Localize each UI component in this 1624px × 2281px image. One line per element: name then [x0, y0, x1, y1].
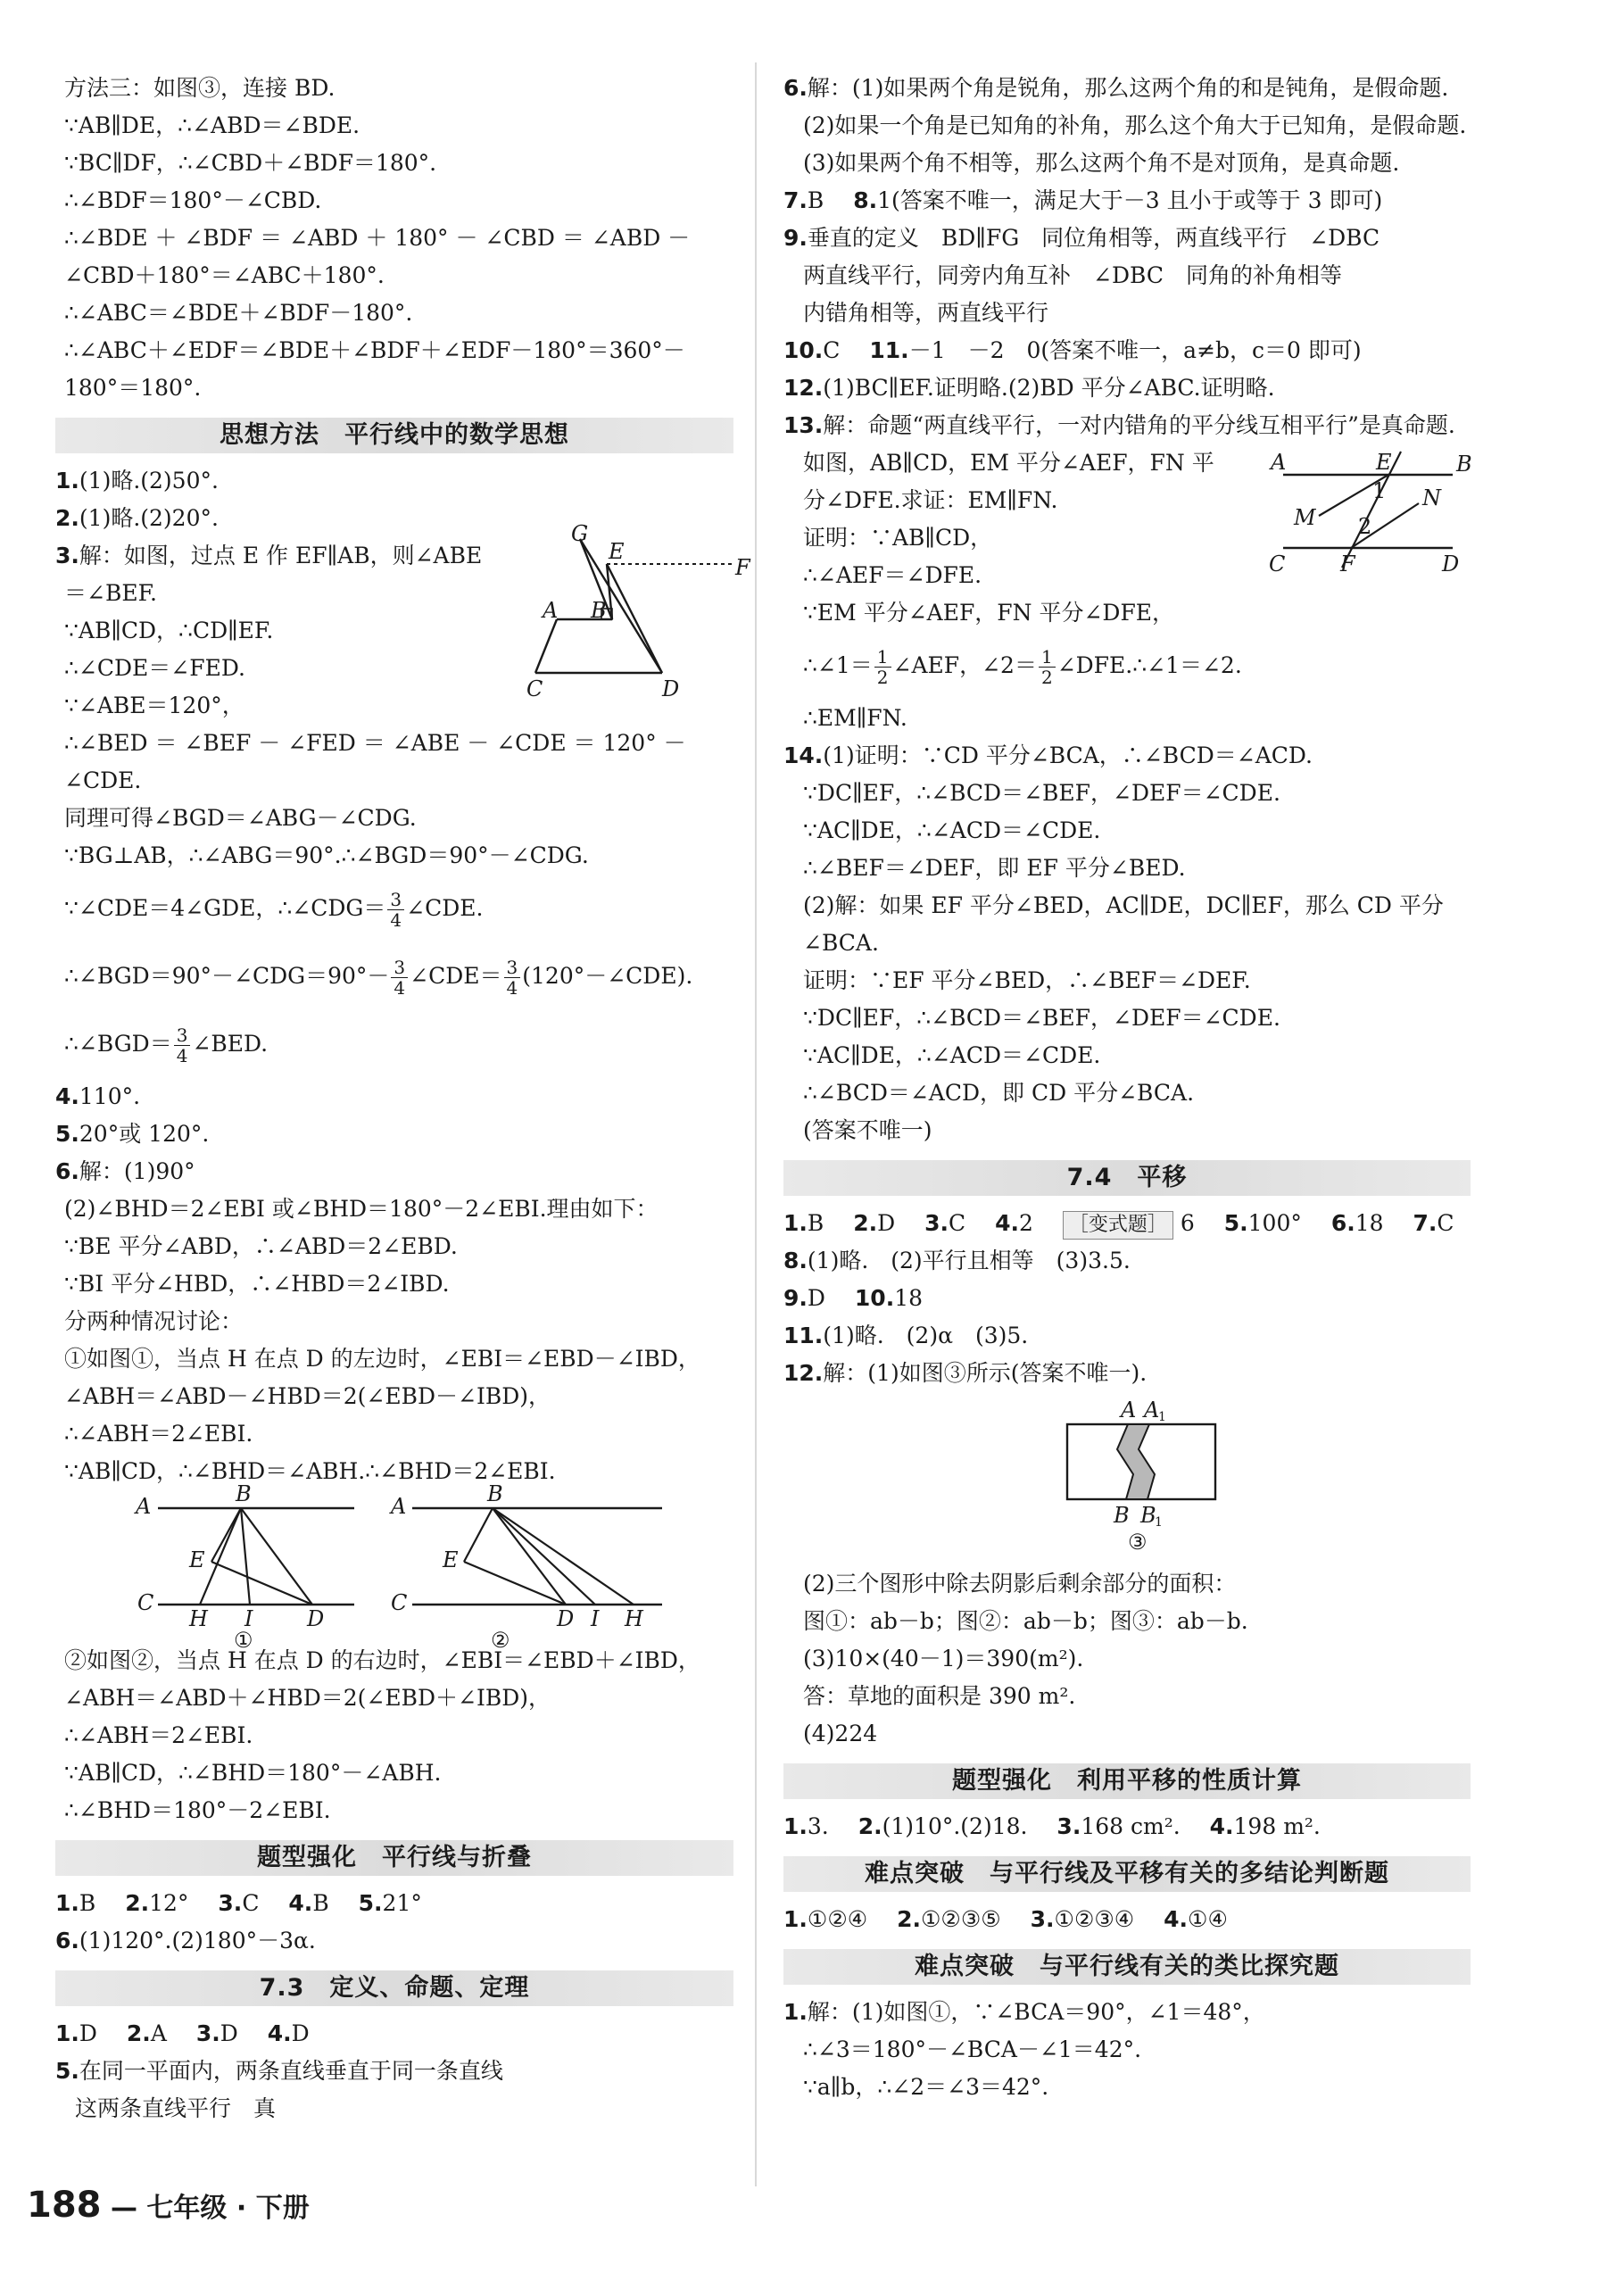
answer-line	[783, 332, 1471, 369]
right-column	[783, 70, 1471, 2106]
answer-text: D	[79, 2020, 120, 2046]
fig2-line-bi	[493, 1508, 595, 1605]
fig2-label-b: B	[487, 1481, 503, 1506]
text-line: ∵AC∥DE，∴∠ACD＝∠CDE.	[803, 1042, 1101, 1068]
question-number: 8.	[783, 1248, 808, 1273]
text-line: 180°＝180°.	[64, 375, 202, 401]
denominator: 4	[176, 1045, 188, 1066]
fraction	[174, 1025, 191, 1066]
answer-text: B	[807, 1210, 847, 1236]
fraction	[1039, 647, 1056, 687]
answer-line	[783, 182, 1471, 220]
numerator: 3	[391, 958, 408, 978]
answer-text: 168 cm².	[1081, 1813, 1203, 1839]
figure-q13	[1265, 443, 1471, 576]
figure-q6	[55, 1481, 733, 1653]
answer-text: 解：(1)90°	[79, 1158, 195, 1184]
label-f: F	[1340, 552, 1355, 576]
text-line: ∴∠BHD＝180°－2∠EBI.	[64, 1797, 331, 1823]
fig1-line-bi	[241, 1508, 250, 1605]
answer-line	[55, 2015, 733, 2053]
answer-line	[783, 1280, 1471, 1317]
text-line: 如图，AB∥CD，EM 平分∠AEF，FN 平	[803, 450, 1214, 476]
answer-line	[55, 2053, 733, 2090]
answer-text: (1)略.(2)50°.	[79, 468, 219, 494]
text-line: (答案不唯一)	[803, 1117, 932, 1143]
answer-text: 2	[1019, 1210, 1056, 1236]
text-line: 图①：ab－b；图②：ab－b；图③：ab－b.	[803, 1608, 1248, 1634]
fig1-label-b: B	[236, 1481, 252, 1506]
text-line: ∵AC∥DE，∴∠ACD＝∠CDE.	[803, 817, 1101, 843]
fig2-line-be	[464, 1508, 493, 1562]
answer-text: 21°	[382, 1890, 422, 1916]
answer-text: C	[823, 337, 863, 363]
question-number: 7.	[783, 187, 808, 213]
label-d: D	[662, 676, 680, 701]
answer-text: 3.	[807, 1813, 851, 1839]
question-number: 4.	[1209, 1813, 1234, 1839]
text-line: 答：草地的面积是 390 m².	[803, 1683, 1076, 1709]
answer-line	[783, 737, 1471, 775]
figure-translation-3	[783, 1392, 1471, 1562]
answer-text: ①②③④	[1054, 1906, 1157, 1932]
label-angle-1: 1	[1372, 478, 1387, 503]
answer-text: 110°.	[79, 1083, 141, 1109]
answer-line	[783, 1808, 1471, 1846]
text-line: ∴∠AEF＝∠DFE.	[803, 562, 982, 588]
fig1-label-a: A	[136, 1494, 152, 1519]
denominator: 4	[506, 977, 518, 999]
question-number: 6.	[783, 75, 808, 101]
answer-text: 100°	[1247, 1210, 1324, 1236]
label-c: C	[1269, 552, 1286, 576]
text-line: 同理可得∠BGD＝∠ABG－∠CDG.	[64, 805, 417, 831]
answer-text: D	[877, 1210, 918, 1236]
answer-line	[783, 1355, 1471, 1392]
question-number: 2.	[858, 1813, 882, 1839]
question-number: 1.	[783, 1813, 808, 1839]
answer-text: B	[79, 1890, 119, 1916]
fraction	[387, 890, 404, 930]
label-a: A	[543, 598, 559, 623]
question-number: 2.	[55, 505, 79, 531]
answer-text: C	[1437, 1210, 1454, 1236]
text-line: ∴∠BCD＝∠ACD，即 CD 平分∠BCA.	[803, 1080, 1195, 1106]
text-line: ∴∠ABC＋∠EDF＝∠BDE＋∠BDF＋∠EDF－180°＝360°－	[64, 337, 685, 363]
question-number: 14.	[783, 742, 824, 768]
text-line: 证明：∵EF 平分∠BED，∴∠BEF＝∠DEF.	[803, 967, 1251, 993]
answer-text: 解：(1)如果两个角是锐角，那么这两个角的和是钝角，是假命题.	[807, 75, 1449, 101]
footer-dash: —	[110, 2193, 137, 2224]
text-line: ∵AB∥CD，∴CD∥EF.	[64, 618, 274, 643]
text-line: ①如图①，当点 H 在点 D 的左边时，∠EBI＝∠EBD－∠IBD，	[64, 1346, 700, 1372]
answer-text: 198 m².	[1233, 1813, 1321, 1839]
denominator: 2	[1040, 667, 1053, 688]
text-line: ∴EM∥FN.	[803, 705, 907, 731]
subscript-1: 1	[1155, 1515, 1163, 1530]
page-footer	[27, 2185, 310, 2226]
text-segment: (120°－∠CDE).	[522, 963, 693, 989]
text-line: 证明：∵AB∥CD，	[803, 525, 993, 551]
question-number: 3.	[195, 2020, 220, 2046]
numerator: 1	[1039, 647, 1056, 668]
figure-q3	[501, 521, 769, 709]
text-line: ∵AB∥DE，∴∠ABD＝∠BDE.	[64, 112, 360, 138]
fig2-label-h: H	[625, 1606, 643, 1631]
question-number: 4.	[267, 2020, 292, 2046]
answer-text: (1)BC∥EF.证明略.(2)BD 平分∠ABC.证明略.	[823, 375, 1275, 401]
fraction-line	[55, 1010, 733, 1078]
fig2-label-e: E	[443, 1547, 459, 1572]
text-line: 方法三：如图③，连接 BD.	[64, 75, 336, 101]
text-line: ∠ABH＝∠ABD＋∠HBD＝2(∠EBD＋∠IBD)，	[64, 1685, 551, 1711]
text-line: 分∠DFE.求证：EM∥FN.	[803, 487, 1058, 513]
denominator: 4	[390, 909, 402, 931]
section-header: 思想方法 平行线中的数学思想	[55, 418, 733, 453]
answer-text: 解：(1)如图①，∵∠BCA＝90°，∠1＝48°，	[807, 1999, 1265, 2025]
answer-text: 垂直的定义 BD∥FG 同位角相等，两直线平行 ∠DBC	[807, 225, 1380, 251]
answer-text: (1)证明：∵CD 平分∠BCA，∴∠BCD＝∠ACD.	[823, 742, 1313, 768]
question-number: 5.	[1223, 1210, 1248, 1236]
question-number: 3.	[218, 1890, 243, 1916]
label-n: N	[1422, 485, 1441, 510]
answer-text: C	[242, 1890, 282, 1916]
text-line: ∴∠BDE ＋ ∠BDF ＝ ∠ABD ＋ 180° － ∠CBD ＝ ∠ABD －	[64, 225, 691, 251]
label-a: A	[1271, 450, 1287, 475]
answer-text: D	[291, 2020, 310, 2046]
fig1-label-i: I	[244, 1606, 253, 1631]
question-number: 2.	[853, 1210, 878, 1236]
label-b: B	[591, 598, 607, 623]
label-b1: B	[1140, 1503, 1156, 1528]
label-d: D	[1442, 552, 1460, 576]
fig2-caption: ②	[491, 1628, 510, 1653]
answer-line	[55, 1116, 733, 1153]
answer-text: (1)略. (2)α (3)5.	[823, 1323, 1029, 1348]
answer-line	[783, 369, 1471, 407]
question-number: 9.	[783, 1285, 808, 1311]
text-line: ∵EM 平分∠AEF，FN 平分∠DFE，	[803, 600, 1175, 626]
answer-text: (1)120°.(2)180°－3α.	[79, 1928, 316, 1953]
question-number: 6.	[55, 1928, 79, 1953]
text-segment: ∴∠BGD＝90°－∠CDG＝90°－	[64, 963, 390, 989]
fig1-label-h: H	[189, 1606, 208, 1631]
question-number: 4.	[288, 1890, 313, 1916]
answer-text: 在同一平面内，两条直线垂直于同一条直线	[79, 2058, 503, 2084]
question-number: 1.	[55, 1890, 79, 1916]
text-line: ∴∠BED ＝ ∠BEF － ∠FED ＝ ∠ABE － ∠CDE ＝ 120° －	[64, 730, 686, 756]
answer-line	[55, 1885, 733, 1922]
text-line: (2)如果一个角是已知角的补角，那么这个角大于已知角，是假命题.	[803, 112, 1467, 138]
answer-line	[55, 1153, 733, 1190]
text-line: ＝∠BEF.	[64, 580, 157, 606]
text-line: ∵BE 平分∠ABD，∴∠ABD＝2∠EBD.	[64, 1233, 458, 1259]
question-number: 2.	[126, 2020, 151, 2046]
text-line: 两直线平行，同旁内角互补 ∠DBC 同角的补角相等	[803, 262, 1342, 288]
label-g: G	[571, 521, 589, 546]
label-e: E	[1376, 450, 1392, 475]
fig2-label-d: D	[557, 1606, 575, 1631]
text-line: ∴∠BDF＝180°－∠CBD.	[64, 187, 322, 213]
fig2-label-a: A	[391, 1494, 407, 1519]
label-c: C	[526, 676, 543, 701]
fig2-line-bh	[493, 1508, 634, 1605]
answer-text: ①④	[1188, 1906, 1228, 1932]
text-line: ②如图②，当点 H 在点 D 的右边时，∠EBI＝∠EBD＋∠IBD，	[64, 1647, 700, 1673]
text-line: ∵DC∥EF，∴∠BCD＝∠BEF，∠DEF＝∠CDE.	[803, 780, 1280, 806]
answer-line	[783, 1317, 1471, 1355]
answer-line	[55, 1922, 733, 1960]
fraction	[874, 647, 891, 687]
fig1-label-e: E	[189, 1547, 205, 1572]
question-number: 1.	[55, 468, 79, 494]
label-b: B	[1114, 1503, 1130, 1528]
answer-text: B	[807, 187, 847, 213]
answer-text: A	[150, 2020, 189, 2046]
text-line: ∵AB∥CD，∴∠BHD＝180°－∠ABH.	[64, 1760, 442, 1786]
answer-text: 1(答案不唯一，满足大于－3 且小于或等于 3 即可)	[877, 187, 1383, 213]
text-segment: ∴∠BGD＝	[64, 1031, 172, 1057]
answer-line	[783, 70, 1471, 107]
text-line: ∴∠ABH＝2∠EBI.	[64, 1421, 253, 1447]
answer-text: 解：(1)如图③所示(答案不唯一).	[823, 1360, 1148, 1386]
answer-text: D	[807, 1285, 848, 1311]
question-number: 5.	[55, 1121, 79, 1147]
answer-text: (1)10°.(2)18.	[882, 1813, 1050, 1839]
text-segment: ∠BED.	[192, 1031, 269, 1057]
text-line: (3)如果两个角不相等，那么这两个角不是对顶角，是真命题.	[803, 150, 1400, 176]
answer-text: 18	[1355, 1210, 1406, 1236]
fraction-line	[55, 875, 733, 942]
text-line: ∠CBD＋180°＝∠ABC＋180°.	[64, 262, 385, 288]
answer-text: (1)略. (2)平行且相等 (3)3.5.	[807, 1248, 1131, 1273]
text-line: ∴∠CDE＝∠FED.	[64, 655, 245, 681]
question-number: 6.	[1330, 1210, 1355, 1236]
label-e: E	[609, 539, 625, 564]
figure-caption: ③	[1128, 1530, 1148, 1555]
question-number: 2.	[897, 1906, 922, 1932]
fraction	[391, 958, 408, 998]
question-number: 11.	[783, 1323, 824, 1348]
section-header: 7.3 定义、命题、定理	[55, 1970, 733, 2006]
label-a: A	[1121, 1398, 1137, 1423]
text-line: (4)224	[803, 1721, 878, 1746]
question-number: 3.	[55, 543, 79, 568]
answer-line	[783, 220, 1471, 257]
label-angle-2: 2	[1358, 514, 1372, 539]
q3-block	[55, 521, 750, 1078]
question-number: 8.	[853, 187, 878, 213]
question-number: 12.	[783, 1360, 824, 1386]
text-line: (3)10×(40－1)＝390(m²).	[803, 1646, 1084, 1671]
text-segment: ∵∠CDE＝4∠GDE，∴∠CDG＝	[64, 895, 386, 921]
question-number: 1.	[783, 1906, 808, 1932]
text-line: ∴∠ABH＝2∠EBI.	[64, 1722, 253, 1748]
text-line: ∵a∥b，∴∠2＝∠3＝42°.	[803, 2074, 1049, 2100]
question-number: 3.	[924, 1210, 949, 1236]
text-line: 内错角相等，两直线平行	[803, 300, 1049, 326]
label-a1: A	[1144, 1398, 1160, 1423]
line-ef	[1342, 452, 1401, 568]
text-line: ∠ABH＝∠ABD－∠HBD＝2(∠EBD－∠IBD)，	[64, 1383, 551, 1409]
question-number: 4.	[995, 1210, 1020, 1236]
label-f: F	[735, 555, 750, 580]
question-number: 10.	[783, 337, 824, 363]
answer-text: 12°	[149, 1890, 211, 1916]
footer-text: 七年级 · 下册	[146, 2193, 310, 2224]
answer-text: 6	[1172, 1210, 1217, 1236]
fig1-label-d: D	[307, 1606, 325, 1631]
label-m: M	[1294, 505, 1316, 530]
text-line: 分两种情况讨论：	[64, 1308, 244, 1334]
question-number: 12.	[783, 375, 824, 401]
text-line: 这两条直线平行 真	[75, 2095, 277, 2121]
section-header: 7.4 平移	[783, 1160, 1471, 1196]
text-line: ∵BG⊥AB，∴∠ABG＝90°.∴∠BGD＝90°－∠CDG.	[64, 842, 589, 868]
line-e-d	[607, 564, 662, 673]
fig1-line-be	[211, 1508, 241, 1562]
answer-text: C	[949, 1210, 989, 1236]
variant-tag: ［变式题］	[1063, 1211, 1173, 1240]
question-number: 11.	[869, 337, 909, 363]
fraction-line	[783, 632, 1471, 700]
fig2-label-i: I	[591, 1606, 600, 1631]
subscript-1: 1	[1158, 1410, 1166, 1424]
q13-block	[783, 407, 1471, 737]
label-b: B	[1456, 452, 1472, 477]
answer-text: ①②③⑤	[921, 1906, 1023, 1932]
answer-line	[55, 462, 733, 500]
question-number: 6.	[55, 1158, 79, 1184]
text-line: ∴∠3＝180°－∠BCA－∠1＝42°.	[803, 2036, 1142, 2062]
text-line: ∠CDE.	[64, 767, 142, 793]
answer-text: ①②④	[807, 1906, 891, 1932]
text-segment: ∠AEF，∠2＝	[892, 652, 1037, 678]
text-line: (2)解：如果 EF 平分∠BED，AC∥DE，DC∥EF，那么 CD 平分	[803, 892, 1444, 918]
text-line: ∴∠BEF＝∠DEF，即 EF 平分∠BED.	[803, 855, 1186, 881]
text-line: ∵BC∥DF，∴∠CBD＋∠BDF＝180°.	[64, 150, 437, 176]
numerator: 3	[174, 1025, 191, 1046]
section-header: 题型强化 利用平移的性质计算	[783, 1763, 1471, 1799]
question-number: 5.	[55, 2058, 79, 2084]
column-divider	[755, 62, 757, 2186]
answer-text: 18	[894, 1285, 924, 1311]
text-line: (2)三个图形中除去阴影后剩余部分的面积：	[803, 1571, 1237, 1597]
question-number: 1.	[783, 1210, 808, 1236]
section-header: 难点突破 与平行线及平移有关的多结论判断题	[783, 1856, 1471, 1892]
denominator: 4	[394, 977, 406, 999]
text-line: ∵AB∥CD，∴∠BHD＝∠ABH.∴∠BHD＝2∠EBI.	[64, 1458, 556, 1484]
question-number: 3.	[1030, 1906, 1055, 1932]
answer-text: D	[220, 2020, 261, 2046]
answer-line	[55, 1078, 733, 1116]
text-segment: ∠CDE.	[406, 895, 484, 921]
question-number: 10.	[854, 1285, 895, 1311]
text-line: ∵DC∥EF，∴∠BCD＝∠BEF，∠DEF＝∠CDE.	[803, 1005, 1280, 1031]
numerator: 3	[387, 890, 404, 910]
fig2-label-c: C	[391, 1590, 408, 1615]
text-segment: ∴∠1＝	[803, 652, 873, 678]
question-number: 4.	[55, 1083, 79, 1109]
question-number: 9.	[783, 225, 808, 251]
question-number: 4.	[1164, 1906, 1189, 1932]
fig1-line-bh	[200, 1508, 241, 1605]
fig1-label-c: C	[137, 1590, 154, 1615]
text-line: ∴∠ABC＝∠BDE＋∠BDF－180°.	[64, 300, 413, 326]
fig1-caption: ①	[234, 1628, 253, 1653]
question-number: 7.	[1413, 1210, 1438, 1236]
section-header: 题型强化 平行线与折叠	[55, 1840, 733, 1876]
answer-line	[783, 1901, 1471, 1938]
line-a-c	[535, 619, 557, 673]
answer-text: (1)略.(2)20°.	[79, 505, 219, 531]
text-line: ∵BI 平分∠HBD，∴∠HBD＝2∠IBD.	[64, 1271, 450, 1297]
question-number: 1.	[783, 1999, 808, 2025]
answer-line	[783, 1242, 1471, 1280]
fraction-line	[55, 942, 733, 1010]
question-number: 13.	[783, 412, 824, 438]
denominator: 2	[876, 667, 889, 688]
numerator: 3	[504, 958, 521, 978]
left-column	[55, 70, 750, 2128]
fraction	[504, 958, 521, 998]
answer-text: 解：如图，过点 E 作 EF∥AB，则∠ABE	[79, 543, 483, 568]
answer-text: －1 －2 0(答案不唯一，a≠b，c＝0 即可)	[908, 337, 1362, 363]
answer-line	[783, 1205, 1471, 1242]
page-number: 188	[27, 2185, 102, 2226]
answer-line	[783, 1994, 1471, 2031]
question-number: 5.	[358, 1890, 383, 1916]
text-line: ∠BCA.	[803, 930, 879, 956]
section-header: 难点突破 与平行线有关的类比探究题	[783, 1949, 1471, 1985]
text-line: ∵∠ABE＝120°，	[64, 693, 244, 718]
answer-line	[783, 407, 1471, 444]
numerator: 1	[874, 647, 891, 668]
text-line: (2)∠BHD＝2∠EBI 或∠BHD＝180°－2∠EBI.理由如下：	[64, 1196, 659, 1222]
question-number: 3.	[1056, 1813, 1081, 1839]
text-segment: ∠CDE＝	[410, 963, 502, 989]
question-number: 1.	[55, 2020, 79, 2046]
question-number: 2.	[125, 1890, 150, 1916]
answer-text: 解：命题“两直线平行，一对内错角的平分线互相平行”是真命题.	[823, 412, 1455, 438]
answer-text: B	[312, 1890, 352, 1916]
answer-text: 20°或 120°.	[79, 1121, 210, 1147]
text-segment: ∠DFE.∴∠1＝∠2.	[1056, 652, 1242, 678]
